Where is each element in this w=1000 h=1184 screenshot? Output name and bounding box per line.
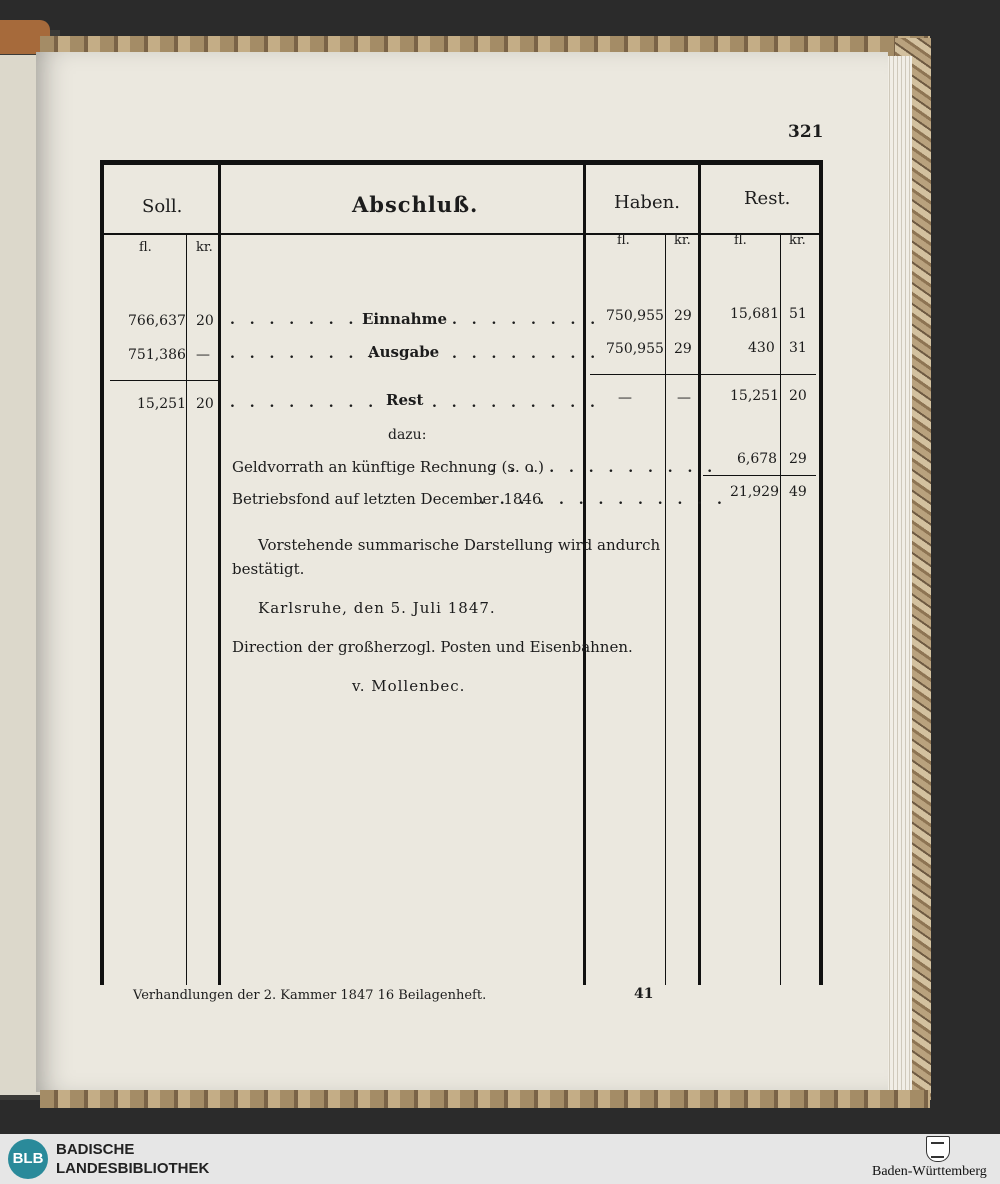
row-label: Geldvorrath an künftige Rechnung (s. o.) <box>232 458 544 476</box>
rest-kr: 20 <box>789 388 807 404</box>
haben-kr-rule <box>665 235 666 985</box>
blb-logo[interactable]: BLB <box>8 1139 48 1179</box>
rest-kr: 31 <box>789 340 807 356</box>
library-name-line-2: LANDESBIBLIOTHEK <box>56 1160 210 1177</box>
haben-sum-rule <box>590 374 816 375</box>
header-soll: Soll. <box>142 196 183 217</box>
signature: v. Mollenbec. <box>352 677 466 695</box>
haben-kr: 29 <box>674 341 692 357</box>
rest-fl: 15,681 <box>730 306 779 322</box>
rest-kr: 49 <box>789 484 807 500</box>
soll-sum-rule <box>110 380 218 381</box>
leader-dots: . . . . . . . . <box>452 346 601 362</box>
soll-divider <box>218 160 221 985</box>
soll-kr-rule <box>186 235 187 985</box>
unit-soll-fl: fl. <box>139 240 152 255</box>
rest-fl: 430 <box>748 340 775 356</box>
soll-fl: 751,386 <box>128 347 186 363</box>
cover-edge-bottom <box>40 1090 930 1108</box>
rest-fl: 15,251 <box>730 388 779 404</box>
unit-soll-kr: kr. <box>196 240 213 255</box>
closing-line-2: bestätigt. <box>232 560 305 578</box>
left-page-edge <box>0 55 41 1095</box>
unit-rest-fl: fl. <box>734 233 747 248</box>
leader-dots: . . . . . . . . . . . . . <box>480 492 727 508</box>
authority: Direction der großherzogl. Posten und Eisenbahnen. <box>232 638 633 656</box>
leader-dots: . . . . . . . . . . . . <box>490 460 718 476</box>
unit-rest-kr: kr. <box>789 233 806 248</box>
header-title: Abschluß. <box>352 192 479 217</box>
soll-kr: — <box>196 347 210 363</box>
soll-kr: 20 <box>196 396 214 412</box>
haben-kr: — <box>677 390 691 406</box>
library-name-line-1: BADISCHE <box>56 1141 135 1158</box>
place-date: Karlsruhe, den 5. Juli 1847. <box>258 599 496 617</box>
leader-dots: . . . . . . . . <box>452 312 601 328</box>
header-rule <box>104 233 819 235</box>
row-label: Ausgabe <box>368 343 440 361</box>
soll-fl: 15,251 <box>137 396 186 412</box>
soll-kr: 20 <box>196 313 214 329</box>
state-crest-icon <box>926 1136 950 1162</box>
leader-dots: . . . . . . . . . <box>432 395 600 411</box>
header-rest: Rest. <box>744 188 791 209</box>
soll-fl: 766,637 <box>128 313 186 329</box>
state-name: Baden-Württemberg <box>872 1164 987 1179</box>
haben-kr: 29 <box>674 308 692 324</box>
closing-line-1: Vorstehende summarische Darstellung wird andurch <box>258 536 661 554</box>
top-rule-thin <box>100 164 822 165</box>
leader-dots: . . . . . . . <box>230 312 359 328</box>
page-footer: Verhandlungen der 2. Kammer 1847 16 Beilagenheft. <box>133 988 487 1003</box>
rest-kr: 51 <box>789 306 807 322</box>
leader-dots: . . . . . . . . <box>230 346 379 362</box>
row-label: Einnahme <box>362 310 447 328</box>
unit-haben-kr: kr. <box>674 233 691 248</box>
haben-fl: 750,955 <box>606 308 664 324</box>
header-haben: Haben. <box>614 192 680 213</box>
haben-divider <box>583 160 586 985</box>
haben-fl: 750,955 <box>606 341 664 357</box>
rest-kr-rule <box>780 235 781 985</box>
rest-fl: 21,929 <box>730 484 779 500</box>
rest-sum-rule <box>703 475 816 476</box>
row-label: Rest <box>386 391 424 409</box>
haben-fl: — <box>618 390 632 406</box>
rest-fl: 6,678 <box>737 451 778 467</box>
folio-number: 41 <box>634 986 654 1002</box>
leader-dots: . . . . . . . . <box>230 395 379 411</box>
dazu-label: dazu: <box>388 427 427 443</box>
right-rule <box>819 160 823 985</box>
unit-haben-fl: fl. <box>617 233 630 248</box>
rest-kr: 29 <box>789 451 807 467</box>
row-label: Betriebsfond auf letzten December 1846 <box>232 490 542 508</box>
library-name[interactable] <box>56 1140 209 1178</box>
left-rule <box>100 160 104 985</box>
rest-divider <box>698 160 701 985</box>
page-number: 321 <box>788 122 824 142</box>
